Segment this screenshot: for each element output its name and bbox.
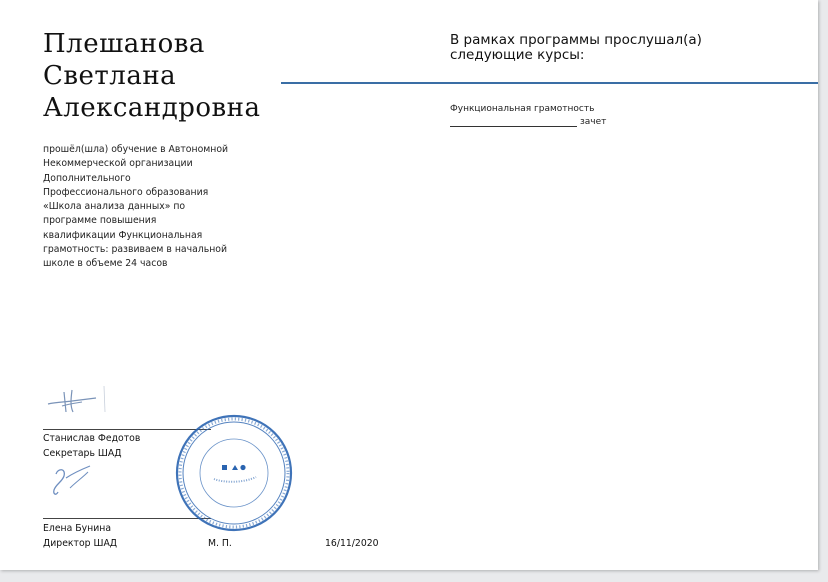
secretary-position: Секретарь ШАД [43, 448, 122, 459]
description-line: Некоммерческой организации [43, 158, 193, 170]
organization-stamp [174, 413, 294, 533]
description-line: прошёл(шла) обучение в Автономной [43, 144, 229, 155]
recipient-name [43, 28, 293, 124]
director-signature [46, 460, 106, 500]
description-line: Дополнительного [43, 172, 131, 184]
description-line: квалификации Функциональная [43, 229, 203, 241]
description-line: программе повышения [43, 215, 157, 227]
description-line: Профессионального образования [43, 186, 209, 198]
course-title: Функциональная грамотность [450, 104, 595, 114]
courses-heading-line: В рамках программы прослушал(а) [450, 32, 702, 48]
course-result-row [450, 116, 606, 127]
secretary-name: Станислав Федотов [43, 433, 141, 444]
description-line: «Школа анализа данных» по [43, 201, 186, 213]
course-result: зачет [580, 117, 607, 127]
description-line: грамотность: развиваем в начальной [43, 244, 228, 256]
courses-heading-line: следующие курсы: [450, 47, 585, 63]
courses-heading [450, 33, 702, 63]
heading-divider [281, 82, 818, 84]
recipient-name-line: Светлана [43, 61, 177, 91]
description-line: школе в объеме 24 часов [43, 258, 168, 270]
issue-date: 16/11/2020 [325, 538, 379, 549]
course-result-underline [450, 116, 577, 127]
director-name: Елена Бунина [43, 523, 112, 534]
secretary-signature [42, 382, 112, 418]
director-position: Директор ШАД [43, 538, 118, 549]
recipient-name-line: Александровна [43, 93, 261, 123]
completion-description [43, 143, 243, 272]
recipient-name-line: Плешанова [43, 29, 205, 59]
stamp-place-label: М. П. [208, 538, 232, 549]
